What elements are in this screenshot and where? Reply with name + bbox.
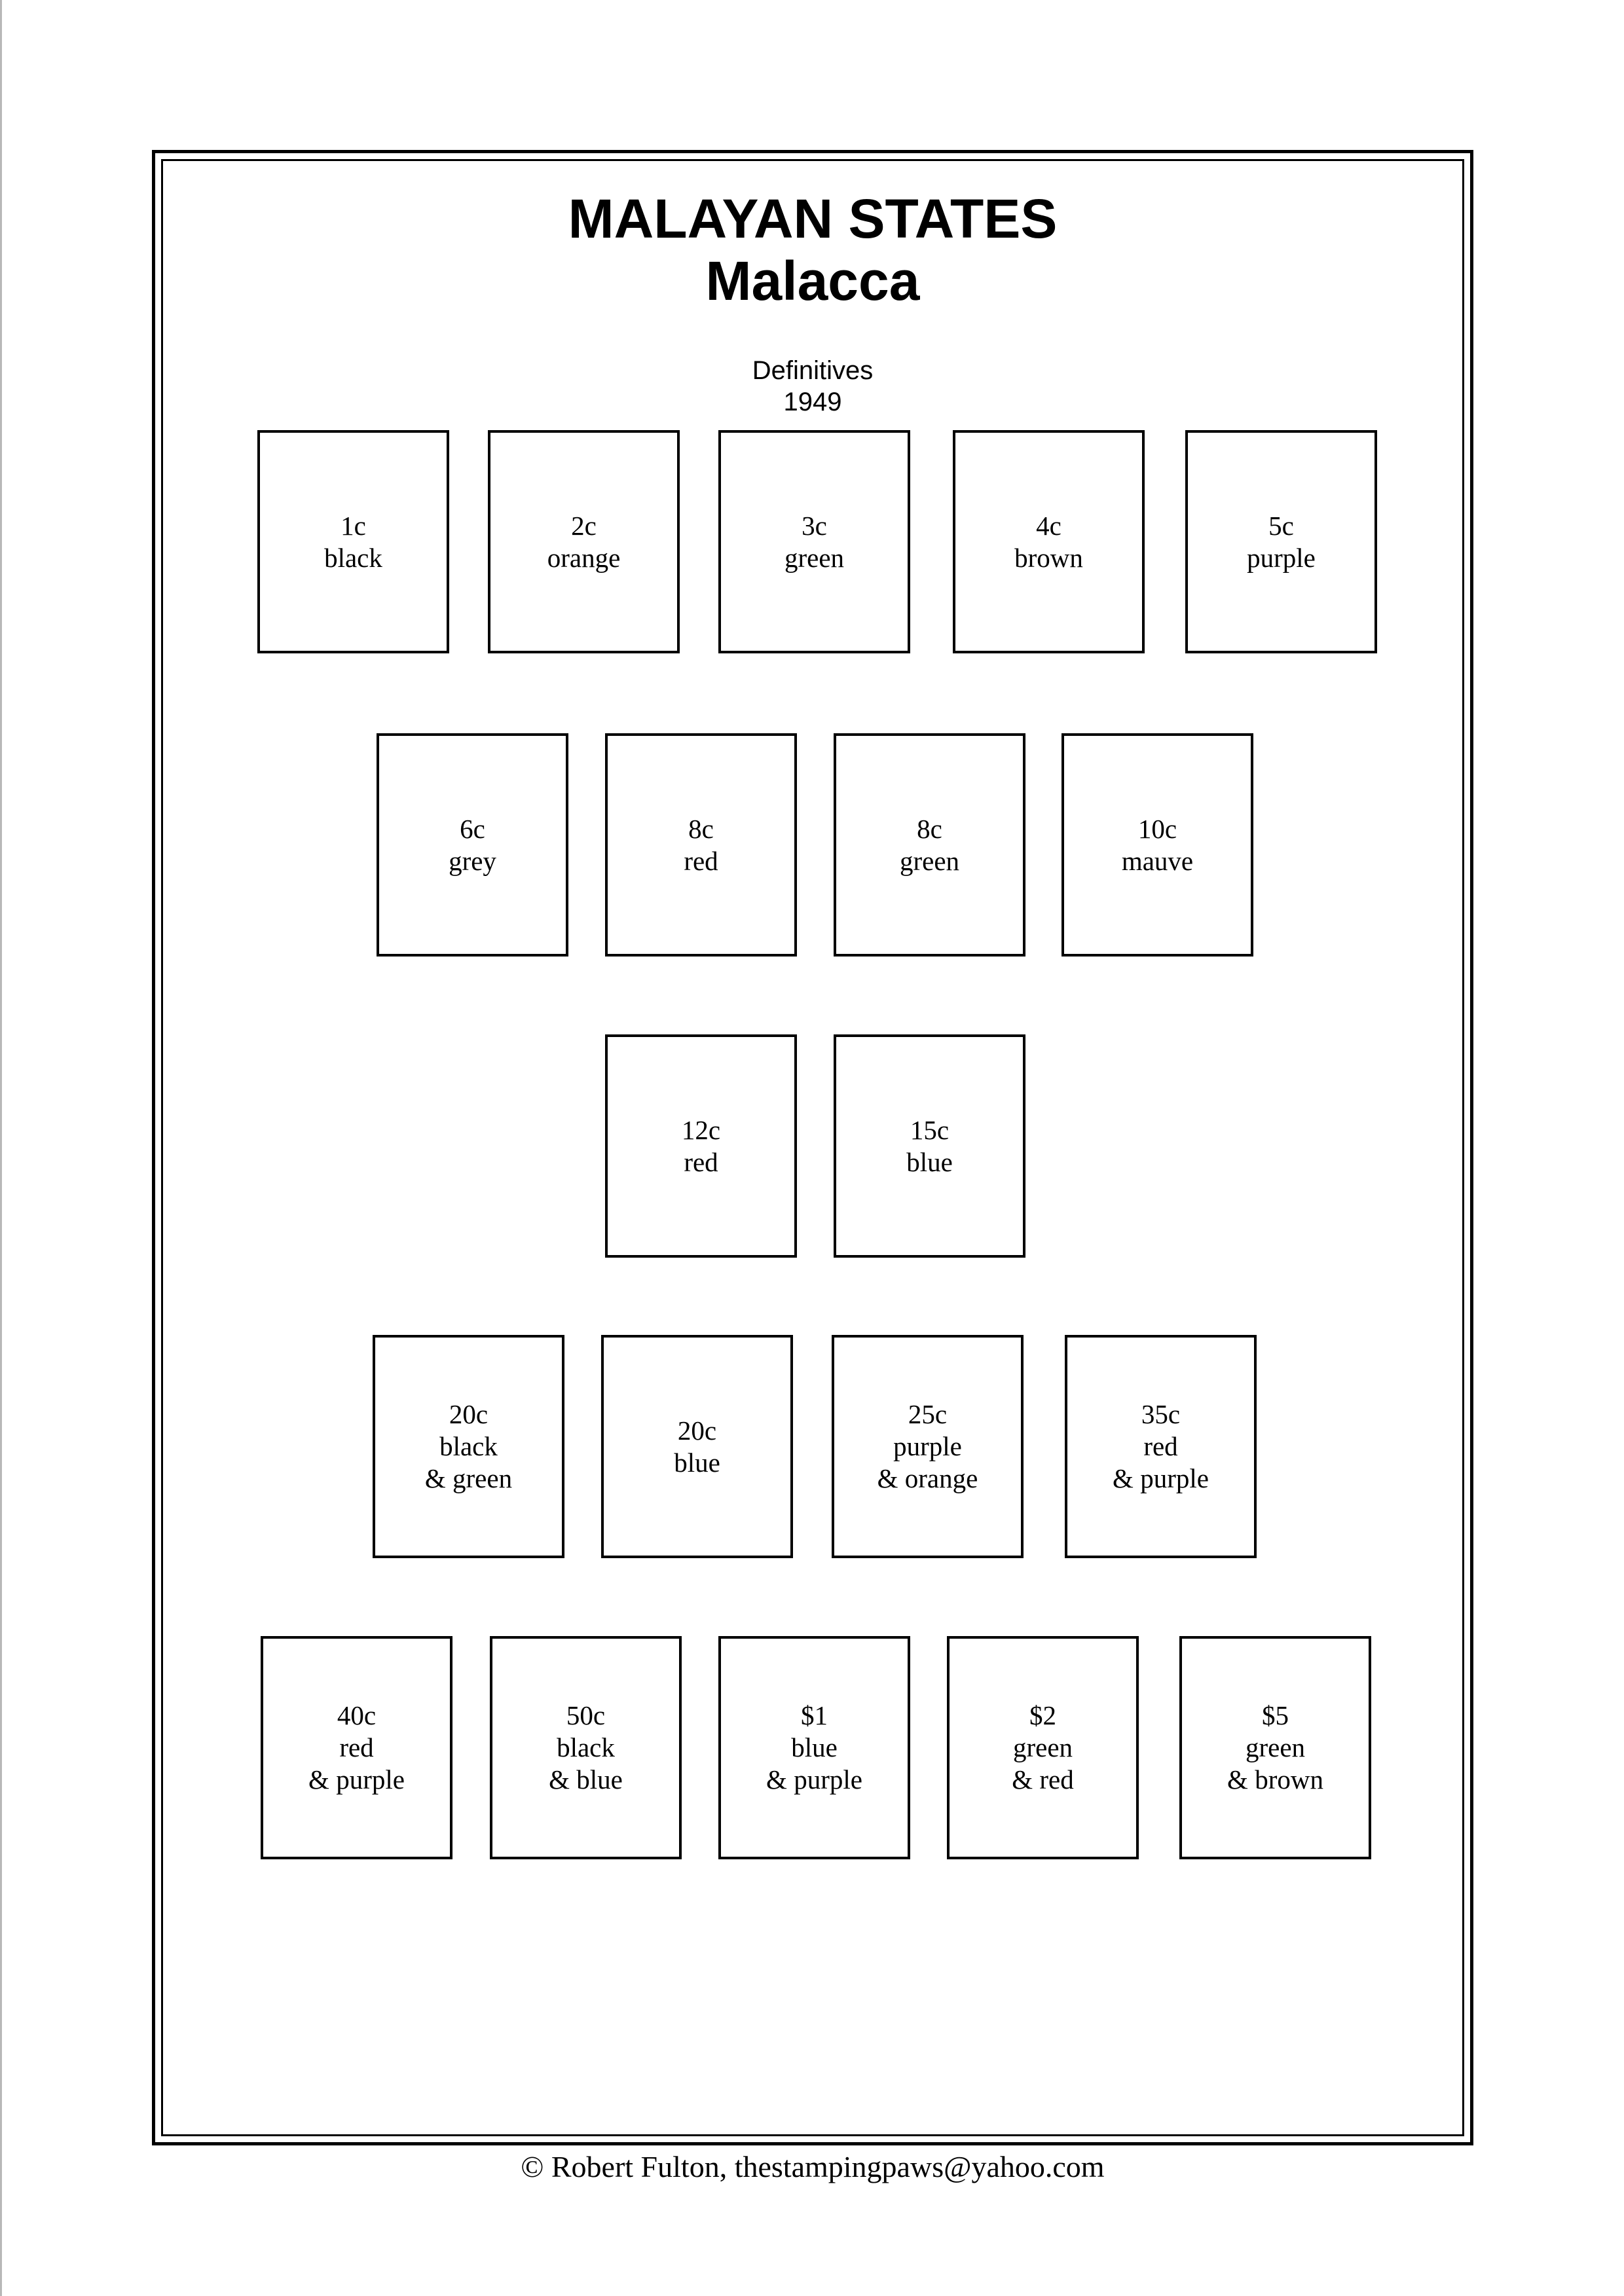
stamp-value: 8c (917, 813, 942, 844)
stamp-space (1061, 733, 1253, 957)
stamp-space (1185, 430, 1377, 653)
stamp-color: red (339, 1732, 374, 1762)
stamp-space (605, 1034, 797, 1258)
stamp-space (1179, 1636, 1371, 1859)
stamp-value: 15c (910, 1114, 950, 1145)
stamp-space (834, 733, 1025, 957)
stamp-color-secondary: & purple (766, 1764, 862, 1795)
stamp-value: 6c (460, 813, 485, 844)
stamp-space (488, 430, 680, 653)
stamp-value: 20c (449, 1399, 489, 1429)
stamp-color: green (1012, 1732, 1073, 1762)
stamp-space (1065, 1335, 1257, 1558)
stamp-color: green (899, 845, 960, 876)
stamp-color: purple (893, 1431, 962, 1461)
stamp-value: 3c (802, 510, 827, 541)
stamp-value: $5 (1262, 1700, 1289, 1730)
stamp-color: grey (449, 845, 496, 876)
stamp-color: green (784, 542, 845, 573)
stamp-color: blue (791, 1732, 838, 1762)
stamp-space (257, 430, 449, 653)
stamp-space (490, 1636, 682, 1859)
stamp-space (373, 1335, 564, 1558)
stamp-value: 25c (908, 1399, 948, 1429)
stamp-value: 50c (566, 1700, 606, 1730)
stamp-space (261, 1636, 452, 1859)
stamp-value: 40c (337, 1700, 377, 1730)
stamp-value: 35c (1141, 1399, 1181, 1429)
stamp-space (834, 1034, 1025, 1258)
stamp-color-secondary: & orange (877, 1463, 978, 1493)
stamp-color: blue (906, 1146, 953, 1177)
stamp-color: black (324, 542, 382, 573)
stamp-value: 2c (571, 510, 597, 541)
page-edge-line (0, 0, 2, 2296)
stamp-color: purple (1247, 542, 1316, 573)
stamp-color-secondary: & purple (1113, 1463, 1209, 1493)
stamp-color: orange (547, 542, 621, 573)
stamp-color-secondary: & blue (549, 1764, 623, 1795)
stamp-color: mauve (1121, 845, 1194, 876)
stamp-value: 20c (677, 1415, 717, 1446)
stamp-space (832, 1335, 1024, 1558)
set-name: Definitives (752, 356, 874, 385)
stamp-value: 5c (1268, 510, 1294, 541)
stamp-space (601, 1335, 793, 1558)
page-subtitle: Malacca (705, 250, 920, 312)
stamp-value: $2 (1029, 1700, 1056, 1730)
stamp-color: red (684, 1146, 718, 1177)
stamp-space (718, 1636, 910, 1859)
page-title: MALAYAN STATES (568, 188, 1058, 249)
stamp-value: 8c (688, 813, 714, 844)
stamp-value: $1 (801, 1700, 828, 1730)
set-year: 1949 (783, 388, 842, 416)
stamp-space (947, 1636, 1139, 1859)
stamp-color: red (684, 845, 718, 876)
stamp-color: red (1143, 1431, 1178, 1461)
stamp-color: black (557, 1732, 615, 1762)
stamp-value: 10c (1137, 813, 1177, 844)
stamp-space (605, 733, 797, 957)
stamp-color-secondary: & purple (308, 1764, 405, 1795)
copyright-footer: © Robert Fulton, thestampingpaws@yahoo.com (521, 2150, 1105, 2183)
stamp-value: 1c (341, 510, 366, 541)
stamp-color: blue (674, 1447, 720, 1478)
stamp-color-secondary: & green (424, 1463, 513, 1493)
stamp-color: black (439, 1431, 498, 1461)
stamp-space (377, 733, 568, 957)
stamp-value: 12c (681, 1114, 721, 1145)
stamp-color-secondary: & red (1012, 1764, 1074, 1795)
stamp-space (953, 430, 1145, 653)
stamp-space (718, 430, 910, 653)
stamp-color-secondary: & brown (1227, 1764, 1323, 1795)
stamp-color: brown (1014, 542, 1083, 573)
stamp-color: green (1245, 1732, 1306, 1762)
stamp-value: 4c (1036, 510, 1061, 541)
